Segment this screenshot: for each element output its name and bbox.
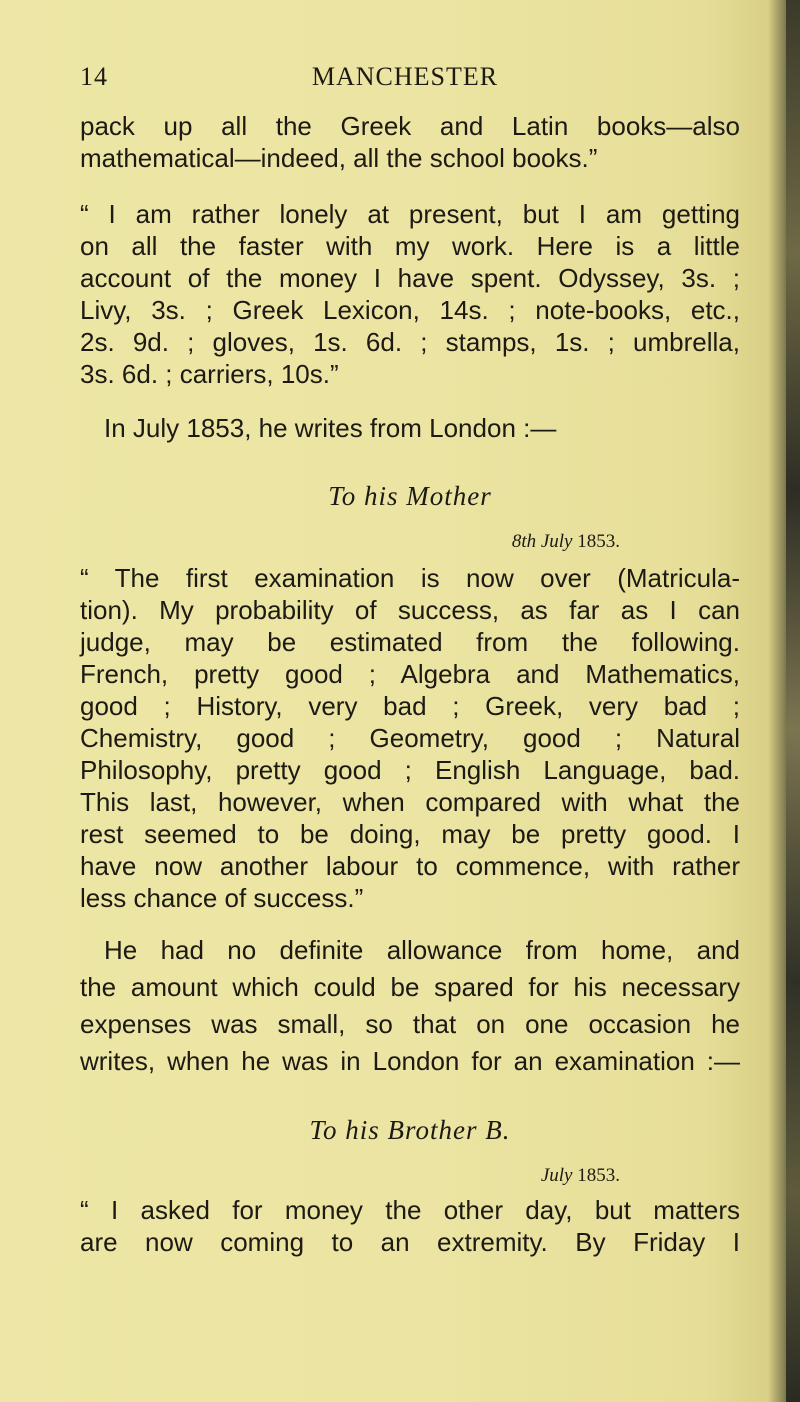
page-edge-shadow (786, 0, 800, 1402)
page-header (80, 62, 730, 98)
letter-date-1 (80, 526, 740, 558)
text-line: pack up all the Greek and Latin books—also (80, 111, 740, 141)
text-line: on all the faster with my work. Here is a little (80, 231, 740, 261)
letter-date-2 (80, 1160, 740, 1192)
text-line: Livy, 3s. ; Greek Lexicon, 14s. ; note-books, etc., (80, 295, 740, 325)
text-line: less chance of success.” (80, 883, 364, 913)
text-line: writes, when he was in London for an examination :— (80, 1046, 740, 1076)
paragraph-3 (80, 412, 740, 444)
text-line: In July 1853, he writes from London :— (104, 413, 557, 443)
text-line: “ I asked for money the other day, but matters (80, 1195, 740, 1225)
text-line: “ I am rather lonely at present, but I am getting (80, 199, 740, 229)
text-line: have now another labour to commence, with rather (80, 851, 740, 881)
text-line: the amount which could be spared for his necessary (80, 972, 740, 1002)
text-line: good ; History, very bad ; Greek, very bad ; (80, 691, 740, 721)
date-month: July (540, 1165, 573, 1186)
text-line: He had no definite allowance from home, and (104, 935, 740, 965)
letter-heading-mother: To his Mother (328, 481, 492, 511)
paragraph-6 (80, 1194, 740, 1258)
date-day: 8th July (511, 531, 573, 552)
page-number: 14 (80, 62, 108, 91)
text-line: Philosophy, pretty good ; English Language, bad. (80, 755, 740, 785)
date-year: 1853. (577, 1165, 620, 1186)
text-line: judge, may be estimated from the following. (80, 627, 740, 657)
date-year: 1853. (577, 531, 620, 552)
text-line: expenses was small, so that on one occasion he (80, 1009, 740, 1039)
text-line: 3s. 6d. ; carriers, 10s.” (80, 359, 339, 389)
text-line: This last, however, when compared with what the (80, 787, 740, 817)
paragraph-1 (80, 110, 740, 174)
paragraph-5 (80, 932, 740, 1080)
text-line: mathematical—indeed, all the school books.” (80, 143, 598, 173)
running-title: MANCHESTER (311, 62, 499, 91)
page-body (80, 110, 740, 1258)
paragraph-2 (80, 198, 740, 390)
text-line: Chemistry, good ; Geometry, good ; Natural (80, 723, 740, 753)
text-line: tion). My probability of success, as far as I can (80, 595, 740, 625)
text-line: account of the money I have spent. Odyssey, 3s. ; (80, 263, 740, 293)
text-line: “ The first examination is now over (Matricula- (80, 563, 740, 593)
paragraph-4 (80, 562, 740, 914)
text-line: French, pretty good ; Algebra and Mathematics, (80, 659, 740, 689)
text-line: 2s. 9d. ; gloves, 1s. 6d. ; stamps, 1s. ; umbrella, (80, 327, 740, 357)
text-line: rest seemed to be doing, may be pretty good. I (80, 819, 740, 849)
text-line: are now coming to an extremity. By Friday I (80, 1227, 740, 1257)
letter-heading-brother: To his Brother B. (309, 1115, 511, 1145)
